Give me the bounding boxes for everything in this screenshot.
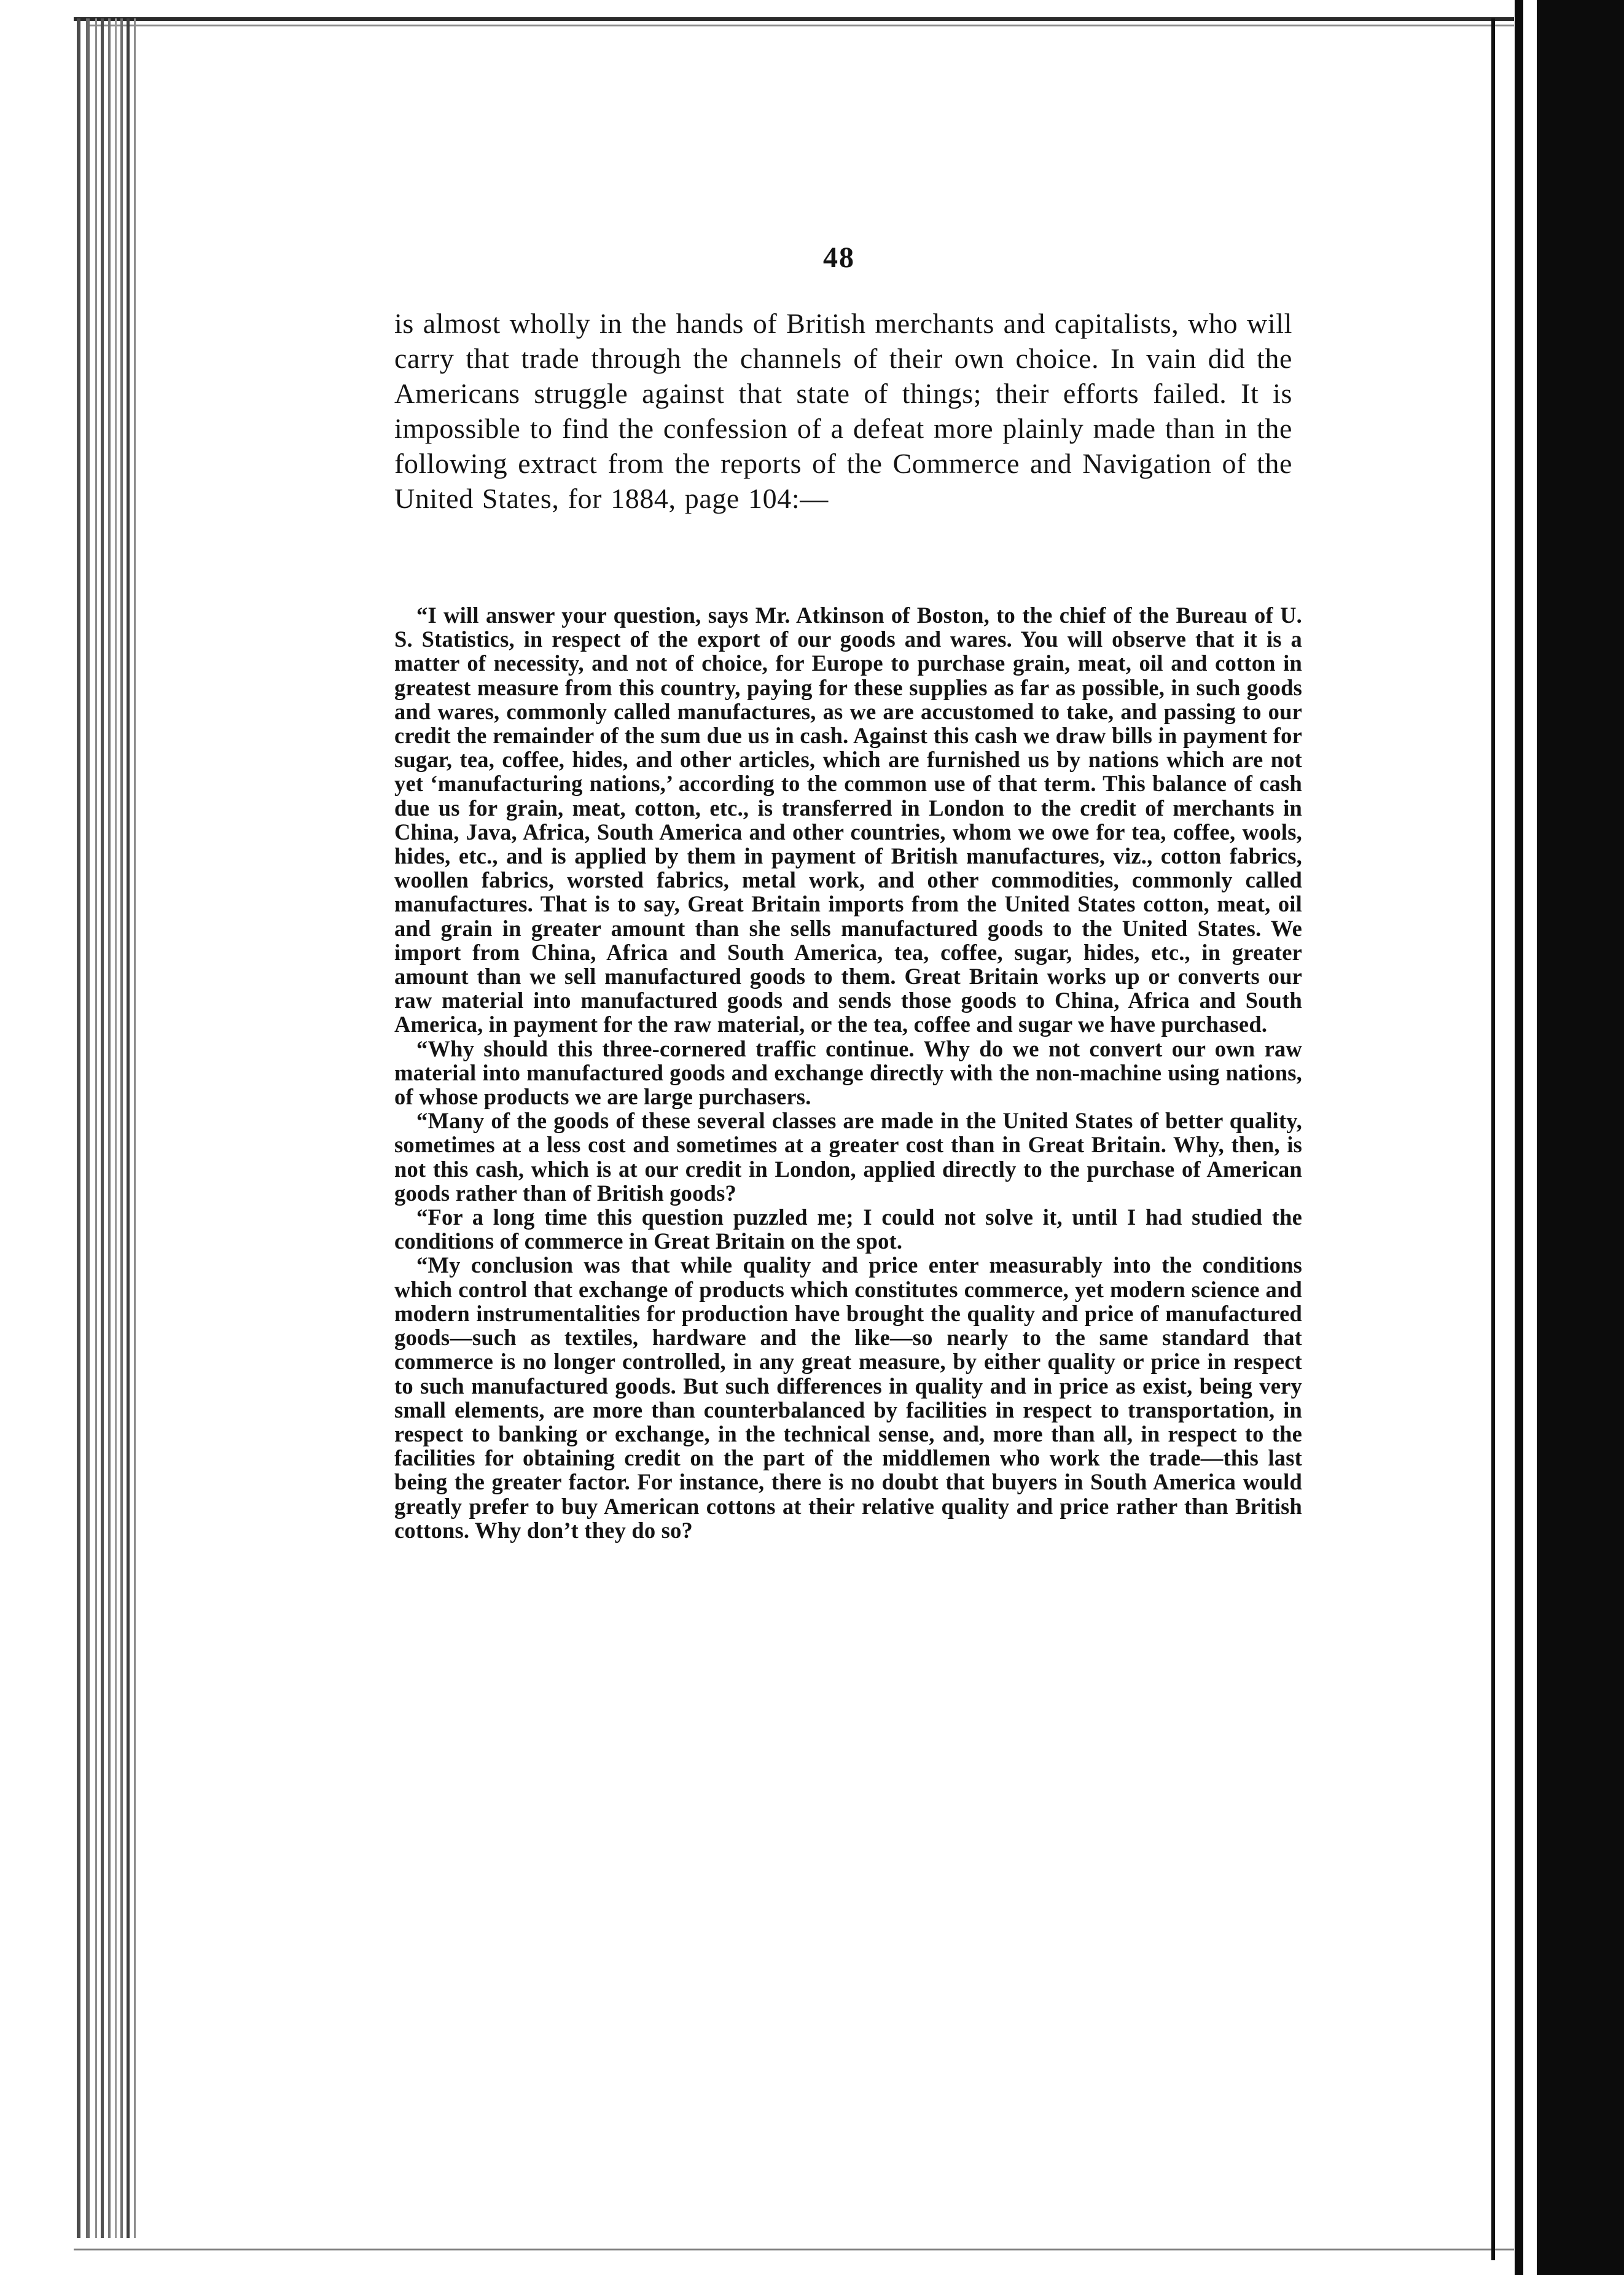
page-gutter-line bbox=[1491, 18, 1495, 2260]
quote-paragraph: “Why should this three-cornered traffic continue. Why do we not convert our own raw material into manufactured goods and exchange directly with the non-machine using nations, of whose products we are large purchasers. bbox=[394, 1036, 1302, 1110]
page-stack-edge bbox=[120, 18, 123, 2238]
page-stack-edge bbox=[86, 18, 90, 2238]
quote-paragraph: “I will answer your question, says Mr. Atkinson of Boston, to the chief of the Bureau of U. S. Statistics, in respect of the export of our goods and wares. You will observe that it is a matter of necessity, and not of choice, for Europe to purchase grain, meat, oil and cotton in greatest measure from this country, paying for these supplies as far as possible, in such goods and wares, commonly called manufactures, as we are accustomed to take, and passing to our credit the remainder of the sum due us in cash. Against this cash we draw bills in payment for sugar, tea, coffee, hides, and other articles, which are furnished us by nations which are not yet ‘manufacturing nations,’ according to the common use of that term. This balance of cash due us for grain, meat, cotton, etc., is transferred in London to the credit of merchants in China, Java, Africa, South America and other countries, whom we owe for tea, coffee, wools, hides, etc., and is applied by them in payment of British manufactures, viz., cotton fabrics, woollen fabrics, worsted fabrics, metal work, and other commodities, commonly called manufactures. That is to say, Great Britain imports from the United States cotton, meat, oil and grain in greater amount than she sells manufactured goods to the United States. We import from China, Africa and South America, tea, coffee, sugar, hides, etc., in greater amount than we sell manufactured goods to them. Great Britain works up or converts our raw material into manufactured goods and sends those goods to China, Africa and South America, in payment for the raw material, or the tea, coffee and sugar we have purchased. bbox=[394, 603, 1302, 1037]
page-bottom-edge bbox=[74, 2249, 1514, 2250]
quote-paragraph: “Many of the goods of these several classes are made in the United States of better quality, sometimes at a less cost and sometimes at a greater cost than in Great Britain. Why, then, is not this cash, which is at our credit in London, applied directly to the purchase of American goods rather than of British goods? bbox=[394, 1108, 1302, 1206]
page-stack-edge bbox=[108, 18, 111, 2238]
page-stack-edge bbox=[115, 18, 117, 2238]
page-stack-edge bbox=[101, 18, 104, 2238]
page-number: 48 bbox=[823, 241, 855, 274]
page-top-edge-inner bbox=[86, 25, 1514, 26]
page-stack-edge bbox=[77, 18, 80, 2238]
scan-right-border bbox=[1515, 0, 1624, 2275]
quote-paragraph: “For a long time this question puzzled me; I could not solve it, until I had studied the conditions of commerce in Great Britain on the spot. bbox=[394, 1204, 1302, 1254]
block-quote bbox=[394, 603, 1302, 1542]
quote-paragraph: “My conclusion was that while quality and price enter measurably into the conditions which control that exchange of products which constitutes commerce, yet modern science and modern instrumentalities for production have brought the quality and price of manufactured goods—such as textiles, hardware and the like—so nearly to the same standard that commerce is no longer controlled, in any great measure, by either quality or price in respect to such manufactured goods. But such differences in quality and in price as exist, being very small elements, are more than counterbalanced by facilities in respect to transportation, in respect to banking or exchange, in the technical sense, and, more than all, in respect to the facilities for obtaining credit on the part of the middlemen who work the trade—this last being the greater factor. For instance, there is no doubt that buyers in South America would greatly prefer to buy American cottons at their relative quality and price rather than British cottons. Why don’t they do so? bbox=[394, 1252, 1302, 1543]
page-stack-edge bbox=[95, 18, 97, 2238]
page-top-edge bbox=[74, 17, 1514, 21]
body-paragraph: is almost wholly in the hands of British merchants and capitalists, who will carry that trade through the channels of their own choice. In vain did the Americans struggle against that state of things; their efforts failed. It is impossible to find the confession of a defeat more plainly made than in the following extract from the reports of the Commerce and Navigation of the United States, for 1884, page 104:— bbox=[394, 308, 1292, 514]
page-stack-edge bbox=[127, 18, 130, 2238]
page-stack-edge bbox=[134, 18, 136, 2238]
